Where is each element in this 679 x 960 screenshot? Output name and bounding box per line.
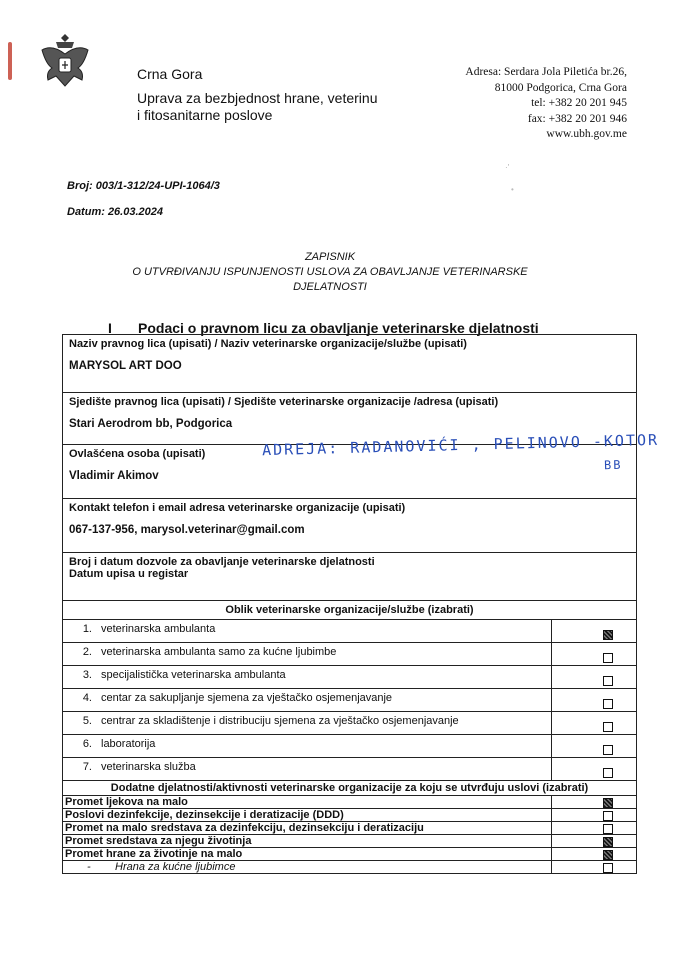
org-form-checkbox-cell: [552, 689, 636, 711]
checkbox[interactable]: [603, 811, 613, 821]
additional-checkbox-cell: [552, 796, 636, 808]
document-number: Broj: 003/1-312/24-UPI-1064/3: [67, 180, 220, 192]
checkbox[interactable]: [603, 837, 613, 847]
document-date: Datum: 26.03.2024: [67, 206, 163, 218]
legal-name-label: Naziv pravnog lica (upisati) / Naziv veterinarske organizacije/službe (upisati): [69, 338, 467, 350]
field-permit: [63, 553, 636, 601]
additional-label: Promet ljekova na malo: [63, 796, 552, 808]
title-line2: O UTVRĐIVANJU ISPUNJENOSTI USLOVA ZA OBAVLJANJE VETERINARSKE: [132, 266, 528, 278]
field-contact: [63, 499, 636, 553]
org-form-label: veterinarska služba: [101, 761, 196, 773]
org-form-row: [63, 758, 636, 781]
checkbox[interactable]: [603, 745, 613, 755]
org-form-num: 3.: [82, 669, 92, 681]
header-country: Crna Gora: [137, 66, 203, 82]
additional-checkbox-cell: [552, 822, 636, 834]
additional-label: Poslovi dezinfekcije, dezinsekcije i deratizacije (DDD): [63, 809, 552, 821]
checkbox[interactable]: [603, 653, 613, 663]
field-legal-name: [63, 334, 636, 393]
margin-mark: [8, 42, 12, 80]
seat-value: Stari Aerodrom bb, Podgorica: [69, 418, 233, 430]
org-form-text: [63, 643, 552, 665]
handwritten-address: ADREJA: RADANOVIĆI , PELINOVO -KOTOR: [261, 430, 660, 460]
section-heading-text: Podaci o pravnom licu za obavljanje veterinarske djelatnosti: [138, 320, 539, 336]
sub-dash: -: [87, 861, 91, 873]
legal-name-value: MARYSOL ART DOO: [69, 360, 182, 372]
org-form-text: [63, 666, 552, 688]
header-contact-block: [465, 65, 627, 143]
header-agency-line2: i fitosanitarne poslove: [137, 107, 273, 123]
org-form-checkbox-cell: [552, 758, 636, 780]
person-value: Vladimir Akimov: [69, 470, 159, 482]
org-form-label: specijalistička veterinarska ambulanta: [101, 669, 286, 681]
header-agency: [137, 90, 407, 124]
additional-row: [63, 809, 636, 822]
header-address: Adresa: Serdara Jola Piletića br.26,: [465, 66, 627, 78]
org-form-row: [63, 689, 636, 712]
org-form-text: [63, 620, 552, 642]
additional-sub-row: [63, 861, 636, 874]
header-agency-line1: Uprava za bezbjednost hrane, veterinu: [137, 90, 378, 106]
scan-speck: ·': [505, 163, 510, 172]
checkbox[interactable]: [603, 699, 613, 709]
header-fax: fax: +382 20 201 946: [527, 112, 627, 125]
seat-label: Sjedište pravnog lica (upisati) / Sjedište veterinarske organizacije /adresa (upisati): [69, 396, 499, 408]
org-form-num: 7.: [82, 761, 92, 773]
scan-speck: •: [511, 185, 514, 194]
contact-value: 067-137-956, marysol.veterinar@gmail.com: [69, 524, 305, 536]
header-city: 81000 Podgorica, Crna Gora: [494, 81, 627, 94]
org-form-checkbox-cell: [552, 643, 636, 665]
additional-row: [63, 796, 636, 809]
org-form-text: [63, 689, 552, 711]
checkbox[interactable]: [603, 824, 613, 834]
coat-of-arms-icon: [38, 30, 92, 92]
checkbox[interactable]: [603, 850, 613, 860]
additional-sub-checkbox-cell: [552, 861, 636, 873]
additional-row: [63, 848, 636, 861]
handwritten-bb: BB: [603, 457, 623, 473]
title-line3: DJELATNOSTI: [293, 281, 367, 293]
additional-checkbox-cell: [552, 835, 636, 847]
org-form-row: [63, 620, 636, 643]
org-form-text: [63, 712, 552, 734]
form-table: [62, 334, 637, 874]
org-form-row: [63, 643, 636, 666]
org-form-row: [63, 666, 636, 689]
org-form-checkbox-cell: [552, 735, 636, 757]
org-form-list: [63, 620, 636, 781]
title-line1: ZAPISNIK: [304, 251, 356, 263]
org-form-num: 4.: [82, 692, 92, 704]
org-form-row: [63, 712, 636, 735]
checkbox[interactable]: [603, 722, 613, 732]
register-date-label: Datum upisa u registar: [69, 568, 189, 580]
section-numeral: I: [108, 320, 112, 336]
document-title: [110, 250, 550, 295]
checkbox[interactable]: [603, 798, 613, 808]
org-form-label: laboratorija: [101, 738, 156, 750]
sub-label: Hrana za kućne ljubimce: [115, 861, 236, 873]
org-form-checkbox-cell: [552, 712, 636, 734]
checkbox[interactable]: [603, 676, 613, 686]
additional-label: Promet hrane za životinje na malo: [63, 848, 552, 860]
header-tel: tel: +382 20 201 945: [531, 97, 627, 109]
additional-checkbox-cell: [552, 809, 636, 821]
additional-list: [63, 796, 636, 861]
permit-label: Broj i datum dozvole za obavljanje veterinarske djelatnosti: [69, 556, 375, 568]
org-form-label: veterinarska ambulanta samo za kućne ljubimbe: [101, 646, 337, 658]
checkbox[interactable]: [603, 630, 613, 640]
org-form-label: veterinarska ambulanta: [101, 623, 216, 635]
org-form-heading: Oblik veterinarske organizacije/službe (izabrati): [63, 601, 636, 620]
org-form-checkbox-cell: [552, 620, 636, 642]
org-form-num: 6.: [82, 738, 92, 750]
org-form-label: centrar za skladištenje i distribuciju sjemena za vještačko osjemenjavanje: [101, 715, 459, 727]
contact-label: Kontakt telefon i email adresa veterinarske organizacije (upisati): [69, 502, 406, 514]
checkbox[interactable]: [603, 768, 613, 778]
additional-heading: Dodatne djelatnosti/aktivnosti veterinarske organizacije za koju se utvrđuju uslovi (izabrati): [63, 781, 636, 796]
org-form-num: 2.: [82, 646, 92, 658]
org-form-text: [63, 758, 552, 780]
org-form-label: centar za sakupljanje sjemena za vještačko osjemenjavanje: [101, 692, 393, 704]
org-form-text: [63, 735, 552, 757]
header-web: www.ubh.gov.me: [546, 128, 627, 140]
additional-row: [63, 835, 636, 848]
person-label: Ovlašćena osoba (upisati): [69, 448, 206, 460]
additional-row: [63, 822, 636, 835]
additional-label: Promet sredstava za njegu životinja: [63, 835, 552, 847]
additional-sub-text: [63, 861, 552, 873]
additional-checkbox-cell: [552, 848, 636, 860]
org-form-checkbox-cell: [552, 666, 636, 688]
org-form-row: [63, 735, 636, 758]
org-form-num: 5.: [82, 715, 92, 727]
org-form-num: 1.: [82, 623, 92, 635]
additional-label: Promet na malo sredstava za dezinfekciju, dezinsekciju i deratizaciju: [63, 822, 552, 834]
checkbox[interactable]: [603, 863, 613, 873]
